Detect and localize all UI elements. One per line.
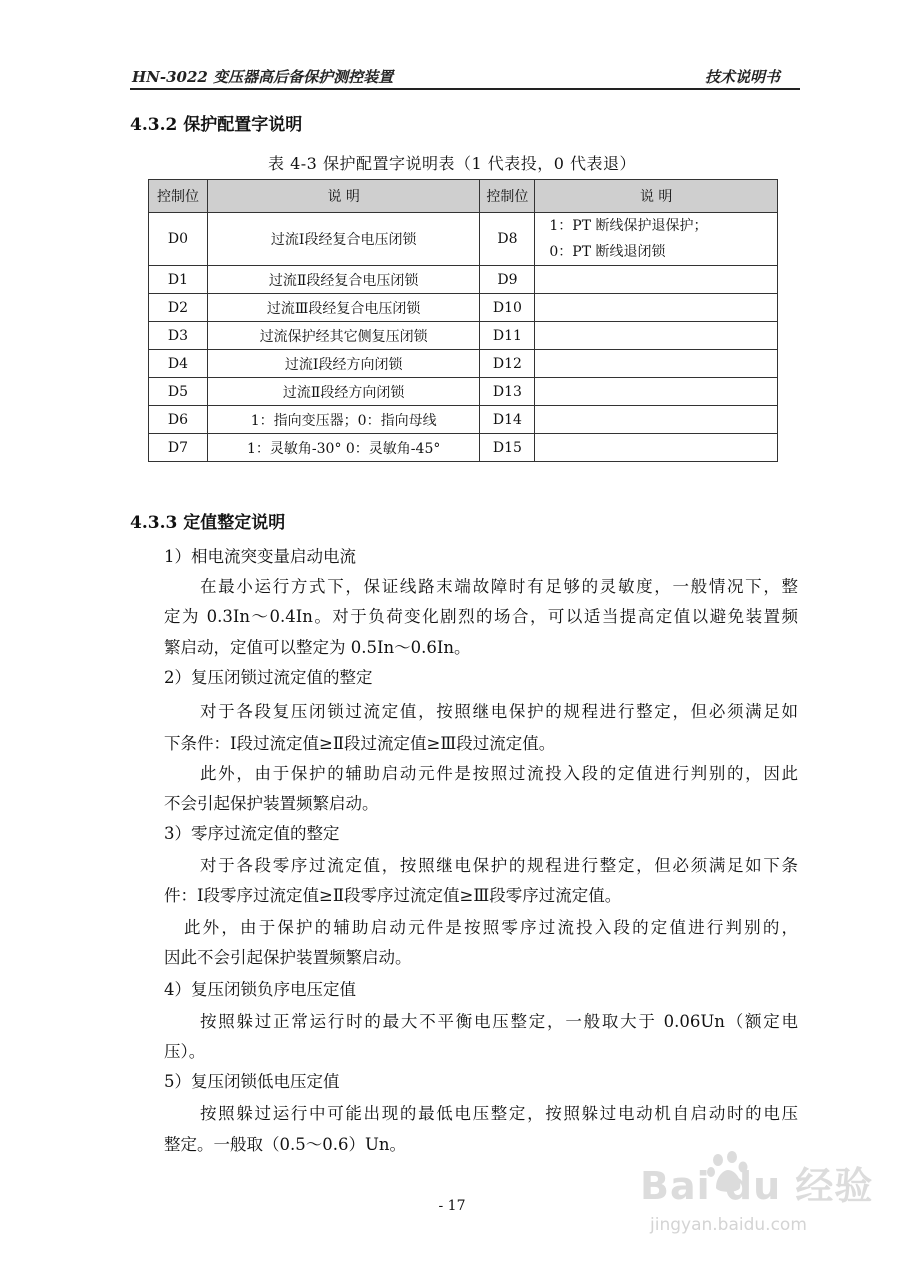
paragraph-line: 繁启动，定值可以整定为 0.5In～0.6In。 <box>164 638 471 657</box>
table-header-row <box>149 180 778 213</box>
description-cell <box>535 266 778 294</box>
description-cell <box>535 378 778 406</box>
bit-cell: D11 <box>480 322 535 350</box>
paragraph-line: 压）。 <box>164 1042 206 1061</box>
table-row <box>149 378 778 406</box>
bit-cell: D1 <box>149 266 208 294</box>
watermark-url: jingyan.baidu.com <box>650 1215 807 1235</box>
section-heading-4-3-3: 4.3.3 定值整定说明 <box>130 513 286 533</box>
paragraph-line: 在最小运行方式下，保证线路末端故障时有足够的灵敏度，一般情况下，整 <box>200 577 798 596</box>
description-cell: 过流Ⅰ段经方向闭锁 <box>207 350 480 378</box>
bit-cell: D7 <box>149 434 208 462</box>
table-row <box>149 213 778 266</box>
header-doc-type: 技术说明书 <box>704 68 780 86</box>
description-cell: 过流Ⅲ段经复合电压闭锁 <box>207 294 480 322</box>
bit-cell: D0 <box>149 213 208 266</box>
bit-cell: D14 <box>480 406 535 434</box>
bit-cell: D15 <box>480 434 535 462</box>
bit-cell: D12 <box>480 350 535 378</box>
paragraph-line: 此外，由于保护的辅助启动元件是按照零序过流投入段的定值进行判别的， <box>184 918 798 937</box>
paragraph-line: 对于各段零序过流定值，按照继电保护的规程进行整定，但必须满足如下条 <box>200 856 798 875</box>
column-header-description: 说 明 <box>207 180 480 213</box>
description-cell <box>535 322 778 350</box>
bit-cell: D5 <box>149 378 208 406</box>
table-row <box>149 322 778 350</box>
description-cell <box>535 434 778 462</box>
paragraph-line: 此外，由于保护的辅助启动元件是按照过流投入段的定值进行判别的，因此 <box>200 764 798 783</box>
bit-cell: D6 <box>149 406 208 434</box>
paragraph-line: 件：Ⅰ段零序过流定值≥Ⅱ段零序过流定值≥Ⅲ段零序过流定值。 <box>164 886 622 905</box>
table-row <box>149 350 778 378</box>
description-cell <box>535 213 778 266</box>
paragraph-line: 因此不会引起保护装置频繁启动。 <box>164 948 412 967</box>
description-cell: 过流Ⅱ段经复合电压闭锁 <box>207 266 480 294</box>
paragraph-line: 定为 0.3In～0.4In。对于负荷变化剧烈的场合，可以适当提高定值以避免装置频 <box>164 607 798 626</box>
table-row <box>149 266 778 294</box>
config-word-table <box>148 179 778 462</box>
table-row <box>149 406 778 434</box>
description-cell: 过流Ⅰ段经复合电压闭锁 <box>207 213 480 266</box>
table-row <box>149 434 778 462</box>
bit-cell: D8 <box>480 213 535 266</box>
bit-cell: D4 <box>149 350 208 378</box>
item-heading: 5）复压闭锁低电压定值 <box>164 1072 340 1091</box>
description-cell <box>535 406 778 434</box>
table-row <box>149 294 778 322</box>
paragraph-line: 整定。一般取（0.5～0.6）Un。 <box>164 1135 407 1154</box>
item-heading: 2）复压闭锁过流定值的整定 <box>164 668 373 687</box>
bit-cell: D2 <box>149 294 208 322</box>
paragraph-line: 不会引起保护装置频繁启动。 <box>164 794 379 813</box>
description-cell <box>535 294 778 322</box>
description-line: 1：PT 断线保护退保护； <box>549 218 708 234</box>
watermark-brand: Bai du 经验 <box>640 1164 874 1208</box>
paragraph-line: 下条件：Ⅰ段过流定值≥Ⅱ段过流定值≥Ⅲ段过流定值。 <box>164 734 556 753</box>
header-rule <box>130 88 800 90</box>
bit-cell: D13 <box>480 378 535 406</box>
bit-cell: D3 <box>149 322 208 350</box>
section-heading-4-3-2: 4.3.2 保护配置字说明 <box>130 115 303 135</box>
paragraph-line: 按照躲过正常运行时的最大不平衡电压整定，一般取大于 0.06Un（额定电 <box>200 1012 798 1031</box>
item-heading: 1）相电流突变量启动电流 <box>164 547 356 566</box>
bit-cell: D10 <box>480 294 535 322</box>
description-cell: 过流Ⅱ段经方向闭锁 <box>207 378 480 406</box>
page-number: - 17 <box>438 1198 466 1214</box>
column-header-bit: 控制位 <box>149 180 208 213</box>
description-cell: 1：灵敏角-30° 0：灵敏角-45° <box>207 434 480 462</box>
header-title: HN-3022 变压器高后备保护测控装置 <box>132 68 394 86</box>
bit-cell: D9 <box>480 266 535 294</box>
column-header-bit: 控制位 <box>480 180 535 213</box>
paragraph-line: 按照躲过运行中可能出现的最低电压整定，按照躲过电动机自启动时的电压 <box>200 1104 798 1123</box>
description-cell <box>535 350 778 378</box>
paragraph-line: 对于各段复压闭锁过流定值，按照继电保护的规程进行整定，但必须满足如 <box>200 702 798 721</box>
description-line: 0：PT 断线退闭锁 <box>549 244 666 260</box>
column-header-description: 说 明 <box>535 180 778 213</box>
description-cell: 过流保护经其它侧复压闭锁 <box>207 322 480 350</box>
table-caption: 表 4-3 保护配置字说明表（1 代表投，0 代表退） <box>268 154 636 173</box>
description-cell: 1：指向变压器；0：指向母线 <box>207 406 480 434</box>
item-heading: 3）零序过流定值的整定 <box>164 824 340 843</box>
item-heading: 4）复压闭锁负序电压定值 <box>164 980 356 999</box>
